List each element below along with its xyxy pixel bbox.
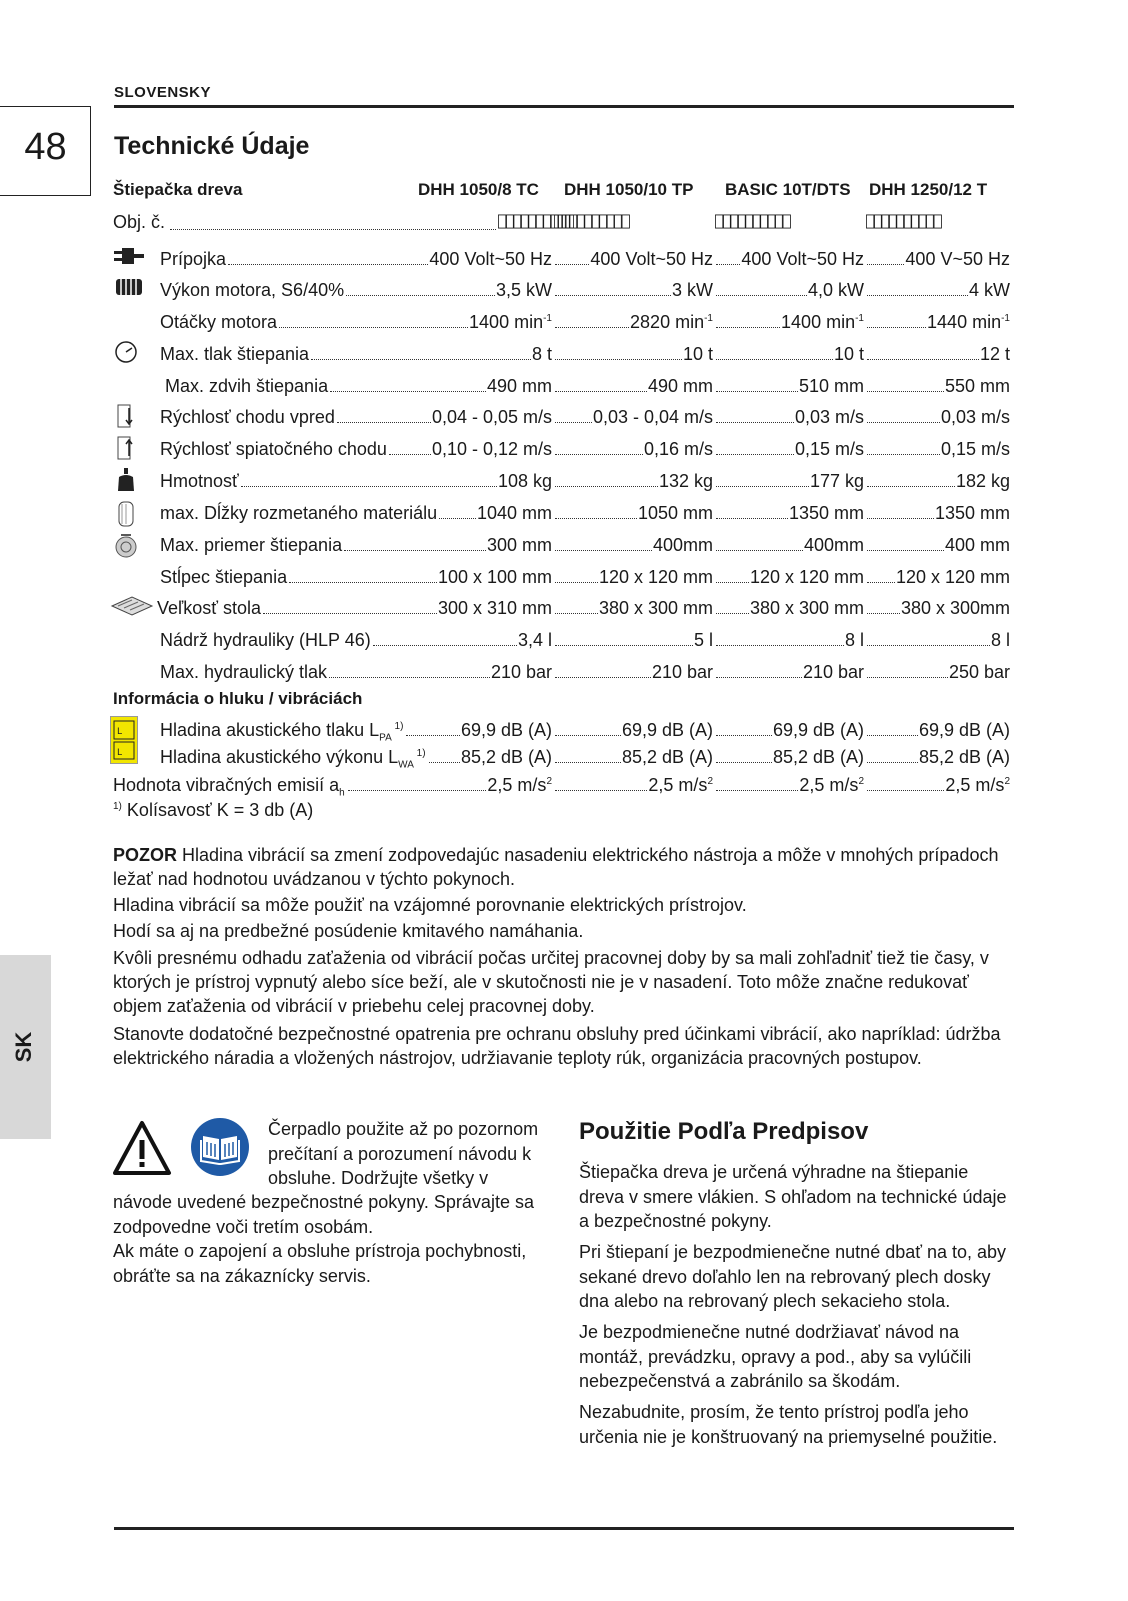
spec-row — [0, 276, 1128, 304]
intended-use-paragraph-4: Nezabudnite, prosím, že tento prístroj podľa jeho určenia nie je konštruovaný na priemyselné použitie. — [579, 1402, 998, 1447]
spec-value: 10 t — [833, 344, 864, 364]
spec-value-cell — [278, 308, 552, 336]
spec-value-cell — [554, 403, 713, 431]
spec-value-cell — [554, 372, 713, 400]
noise-value: 69,9 dB (A) — [772, 720, 864, 740]
intended-use-paragraph-3: Je bezpodmienečne nutné dodržiavať návod na montáž, prevádzku, opravy a pod., aby sa vylúčili nebezpečenstvá a zabránilo sa škodám. — [579, 1322, 972, 1391]
spec-value: 0,15 m/s — [940, 439, 1010, 459]
spec-value-cell — [866, 340, 1010, 368]
leader-dots — [716, 582, 749, 583]
noise-value-cell — [347, 771, 552, 799]
leader-dots — [555, 454, 643, 455]
model-col-3: BASIC 10T/DTS — [725, 180, 851, 199]
spec-value-cell — [715, 435, 864, 463]
footer-rule — [114, 1527, 1014, 1530]
spec-value-cell — [288, 563, 552, 591]
noise-row-label: Hladina akustického výkonu $L_{WA}$ $^{1)}$ — [160, 747, 426, 771]
noise-value: 69,9 dB (A) — [460, 720, 552, 740]
leader-dots — [716, 486, 809, 487]
spec-row-label: Rýchlosť chodu vpred — [160, 407, 335, 427]
spec-value: 8 t — [531, 344, 552, 364]
leader-dots — [716, 327, 780, 328]
leader-dots — [867, 486, 955, 487]
spec-value: 0,16 m/s — [643, 439, 713, 459]
leader-dots — [406, 735, 460, 736]
noise-value-cell — [866, 716, 1010, 744]
unit-superscript: -1 — [855, 313, 864, 324]
noise-value: 85,2 dB (A) — [772, 747, 864, 767]
spec-value: 1440 $\min^{-1}$ — [927, 312, 1010, 332]
leader-dots — [716, 735, 772, 736]
model-col-2: DHH 1050/10 TP — [564, 180, 694, 199]
order-number-value: ⎕⎕⎕⎕⎕⎕⎕⎕⎕⎕ — [554, 213, 629, 231]
leader-dots — [867, 645, 990, 646]
spec-value-cell — [715, 340, 864, 368]
unit-superscript: -1 — [1001, 313, 1010, 324]
noise-value: 85,2 dB (A) — [460, 747, 552, 767]
page-title: Technické Údaje — [114, 132, 310, 160]
spec-value: 3,4 l — [517, 630, 552, 650]
spec-value-cell — [715, 531, 864, 559]
intended-use-paragraph-2: Pri štiepaní je bezpodmienečne nutné dbať na to, aby sekané drevo doľahlo len na rebrovaný plech dosky dna alebo na rebrovaný plech sekacieho stola. — [579, 1242, 1007, 1311]
spec-header-row — [0, 176, 1128, 204]
leader-dots — [555, 735, 621, 736]
sound-power-row — [0, 743, 1128, 771]
language-side-tab-label: SK — [11, 1031, 36, 1063]
leader-dots — [867, 391, 944, 392]
leader-dots — [867, 677, 948, 678]
spec-value: 550 mm — [944, 376, 1010, 396]
leader-dots — [348, 790, 487, 791]
spec-value-cell — [554, 467, 713, 495]
leader-dots — [716, 790, 798, 791]
spec-value: 210 bar — [802, 662, 864, 682]
spec-value-cell — [866, 594, 1010, 622]
spec-row-label: Max. hydraulický tlak — [160, 662, 328, 682]
spec-row-label: Max. zdvih štiepania — [165, 376, 329, 396]
spec-value: 1400 $\min^{-1}$ — [469, 312, 552, 332]
leader-dots — [228, 264, 428, 265]
spec-value-cell — [372, 626, 552, 654]
leader-dots — [867, 762, 918, 763]
spec-value: 0,03 - 0,04 m/s — [592, 407, 713, 427]
spec-value-cell — [866, 308, 1010, 336]
leader-dots — [555, 264, 589, 265]
product-label: Štiepačka dreva — [113, 180, 243, 199]
vibration-paragraph-4: Kvôli presnému odhadu zaťaženia od vibrácií počas určitej pracovnej doby by sa mali zohľadniť tiež tie časy, v ktorých je prístroj vypnutý alebo síce beží, ale v skutočnosti nie je v nasadení. Toto môže značne redukovať objem zaťaženia od vibrácií v priebehu celej pracovnej doby. — [113, 948, 989, 1016]
leader-dots — [555, 486, 658, 487]
spec-value: 108 kg — [497, 471, 552, 491]
leader-dots — [867, 422, 940, 423]
spec-value: 4,0 kW — [807, 280, 864, 300]
noise-value: 69,9 dB (A) — [621, 720, 713, 740]
manual-intro-lines: Čerpadlo použite až po pozornom prečítaní a porozumení návodu k obsluhe. Dodržujte všetky v — [268, 1119, 539, 1188]
spec-value-cell — [328, 658, 552, 686]
leader-dots — [329, 677, 490, 678]
leader-dots — [337, 422, 431, 423]
leader-dots — [555, 518, 637, 519]
spec-value: 0,04 - 0,05 m/s — [431, 407, 552, 427]
leader-dots — [555, 422, 592, 423]
spec-row — [0, 594, 1128, 622]
manual-paragraph: návode uvedené bezpečnostné pokyny. Správajte sa zodpovedne voči tretím osobám. — [113, 1192, 534, 1237]
spec-value-cell — [554, 276, 713, 304]
leader-dots — [867, 295, 968, 296]
vibration-paragraph-3: Hodí sa aj na predbežné posúdenie kmitavého namáhania. — [113, 921, 584, 941]
spec-value-cell — [388, 435, 552, 463]
leader-dots — [716, 550, 803, 551]
leader-dots — [716, 677, 802, 678]
noise-value: 2,5 $m/s^2$ — [487, 775, 552, 795]
arrow-up-icon — [113, 435, 139, 459]
leader-dots — [555, 327, 629, 328]
spec-value: 120 x 120 mm — [598, 567, 713, 587]
spec-value-cell — [262, 594, 552, 622]
spec-value-cell — [715, 626, 864, 654]
model-col-4: DHH 1250/12 T — [869, 180, 988, 199]
spec-value-cell — [866, 658, 1010, 686]
spec-value-cell — [329, 372, 552, 400]
vibration-paragraph-5: Stanovte dodatočné bezpečnostné opatrenia pre ochranu obsluhy pred účinkami vibrácií, ako napríklad: údržba elektrického náradia a vložených nástrojov, udržiavanie teploty rúk, organizácia pracovných postupov. — [113, 1024, 1001, 1068]
spec-value: 400 Volt~50 Hz — [429, 249, 552, 269]
spec-value: 1350 mm — [934, 503, 1010, 523]
sound-pressure-row — [0, 716, 1128, 744]
leader-dots — [867, 550, 944, 551]
spec-row — [0, 467, 1128, 495]
leader-dots — [241, 486, 497, 487]
leader-dots — [555, 613, 598, 614]
spec-value-cell — [554, 340, 713, 368]
page-number: 48 — [24, 126, 67, 168]
leader-dots — [867, 327, 926, 328]
noise-value-cell — [554, 743, 713, 771]
spec-value: 0,15 m/s — [794, 439, 864, 459]
spec-value: 400 Volt~50 Hz — [741, 249, 864, 269]
leader-dots — [867, 518, 934, 519]
gauge-icon — [113, 340, 139, 364]
unit-superscript: -1 — [704, 313, 713, 324]
spec-value: 0,03 m/s — [794, 407, 864, 427]
noise-value-cell — [715, 771, 864, 799]
spec-value: 8 l — [844, 630, 864, 650]
leader-dots — [346, 295, 495, 296]
spec-row-label: Max. tlak štiepania — [160, 344, 310, 364]
spec-row-label: Prípojka — [160, 249, 227, 269]
spec-value-cell — [554, 308, 713, 336]
leader-dots — [716, 645, 844, 646]
leader-dots — [716, 422, 794, 423]
spec-value: 1050 mm — [637, 503, 713, 523]
leader-dots — [555, 790, 647, 791]
leader-dots — [555, 359, 682, 360]
noise-row-label: Hodnota vibračných emisií $a_h$ — [113, 775, 345, 799]
leader-dots — [555, 582, 598, 583]
spec-row-label: Max. priemer štiepania — [160, 535, 343, 555]
spec-value: 400mm — [652, 535, 713, 555]
leader-dots — [716, 359, 833, 360]
spec-value: 5 l — [693, 630, 713, 650]
spec-value: 1400 $\min^{-1}$ — [781, 312, 864, 332]
spec-value-cell — [866, 245, 1010, 273]
spec-row — [0, 658, 1128, 686]
leader-dots — [716, 518, 788, 519]
spec-value: 490 mm — [486, 376, 552, 396]
spec-value: 132 kg — [658, 471, 713, 491]
spec-value: 1040 mm — [476, 503, 552, 523]
leader-dots — [555, 762, 621, 763]
spec-value-cell — [715, 403, 864, 431]
spec-value: 2820 $\min^{-1}$ — [630, 312, 713, 332]
order-number-row — [0, 208, 1128, 236]
unit-superscript: -1 — [543, 313, 552, 324]
leader-dots — [344, 550, 486, 551]
noise-value-cell — [428, 743, 552, 771]
spec-value: 400 mm — [944, 535, 1010, 555]
warning-triangle-icon — [112, 1120, 172, 1176]
leader-dots — [311, 359, 531, 360]
leader-dots — [716, 264, 740, 265]
header-rule — [114, 105, 1014, 108]
spec-value: 182 kg — [955, 471, 1010, 491]
section-heading-intended-use: Použitie Podľa Predpisov — [579, 1118, 869, 1145]
spec-value: 300 mm — [486, 535, 552, 555]
spec-value: 0,10 - 0,12 m/s — [431, 439, 552, 459]
noise-value: 2,5 $m/s^2$ — [945, 775, 1010, 795]
spec-row — [0, 626, 1128, 654]
spec-row — [0, 403, 1128, 431]
spec-value: 12 t — [979, 344, 1010, 364]
leader-dots — [289, 582, 437, 583]
log-length-icon — [113, 499, 139, 523]
leader-dots — [867, 454, 940, 455]
order-number-value: ⎕⎕⎕⎕⎕⎕⎕⎕⎕⎕ — [866, 213, 941, 231]
spec-value-cell — [715, 499, 864, 527]
spec-value-cell — [554, 563, 713, 591]
spec-value-cell — [554, 626, 713, 654]
spec-value: 380 x 300 mm — [598, 598, 713, 618]
spec-row-label: Stĺpec štiepania — [160, 567, 288, 587]
spec-value: 380 x 300 mm — [749, 598, 864, 618]
order-number-value: ⎕⎕⎕⎕⎕⎕⎕⎕⎕⎕ — [498, 213, 573, 231]
spec-value-cell — [866, 276, 1010, 304]
spec-value-cell — [310, 340, 552, 368]
leader-dots — [555, 677, 651, 678]
leader-dots — [867, 790, 944, 791]
leader-dots — [429, 762, 460, 763]
spec-value: 1350 mm — [788, 503, 864, 523]
spec-value: 250 bar — [948, 662, 1010, 682]
order-number-value: ⎕⎕⎕⎕⎕⎕⎕⎕⎕⎕ — [715, 213, 790, 231]
noise-value: 2,5 $m/s^2$ — [648, 775, 713, 795]
leader-dots — [867, 613, 900, 614]
leader-dots — [373, 645, 517, 646]
leader-dots — [389, 454, 431, 455]
pozor-paragraph: POZOR Hladina vibrácií sa zmení zodpovedajúc nasadeniu elektrického nástroja a môže v mnohých prípadoch ležať nad hodnotou uvádzanou v týchto pokynoch. — [113, 845, 999, 889]
spec-row-label: Rýchlosť spiatočného chodu — [160, 439, 387, 459]
spec-row — [0, 531, 1128, 559]
spec-value: 3 kW — [671, 280, 713, 300]
svg-text:L: L — [117, 748, 123, 758]
noise-value-cell — [866, 743, 1010, 771]
spec-value: 490 mm — [647, 376, 713, 396]
leader-dots — [867, 359, 979, 360]
spec-value: 120 x 120 mm — [749, 567, 864, 587]
order-number-label: Obj. č. — [113, 212, 166, 232]
spec-value: 510 mm — [798, 376, 864, 396]
spec-value: 120 x 120 mm — [895, 567, 1010, 587]
spec-row-label: Nádrž hydrauliky (HLP 46) — [160, 630, 371, 650]
leader-dots — [555, 391, 647, 392]
spec-row — [0, 372, 1128, 400]
spec-value: 400 V~50 Hz — [905, 249, 1010, 269]
spec-value-cell — [240, 467, 552, 495]
spec-value: 8 l — [990, 630, 1010, 650]
spec-value-cell — [554, 435, 713, 463]
spec-row-label: Výkon motora, S6/40% — [160, 280, 345, 300]
spec-value: 380 x 300mm — [900, 598, 1010, 618]
spec-row-label: Veľkosť stola — [157, 598, 262, 618]
leader-dots — [330, 391, 486, 392]
spec-value: 0,03 m/s — [940, 407, 1010, 427]
noise-value-cell — [715, 743, 864, 771]
spec-value-cell — [554, 499, 713, 527]
spec-value-cell — [866, 626, 1010, 654]
leader-dots — [716, 613, 749, 614]
leader-dots — [867, 735, 918, 736]
spec-row — [0, 499, 1128, 527]
spec-value: 177 kg — [809, 471, 864, 491]
motor-icon — [113, 276, 139, 300]
leader-dots — [555, 645, 693, 646]
spec-value-cell — [715, 658, 864, 686]
noise-heading: Informácia o hluku / vibráciách — [113, 689, 363, 708]
noise-value-cell — [554, 716, 713, 744]
spec-value-cell — [715, 276, 864, 304]
spec-row — [0, 563, 1128, 591]
noise-footnote: $^{1)}$ Kolísavosť K = 3 db (A) — [113, 800, 314, 820]
weight-icon — [113, 467, 139, 491]
intended-use-paragraph-1: Štiepačka dreva je určená výhradne na štiepanie dreva v smere vlákien. S ohľadom na technické údaje a bezpečnostné pokyny. — [579, 1162, 1007, 1231]
read-manual-icon — [191, 1118, 249, 1176]
spec-value-cell — [438, 499, 552, 527]
table-icon — [110, 594, 136, 618]
noise-value: 69,9 dB (A) — [918, 720, 1010, 740]
noise-row-label: Hladina akustického tlaku $L_{PA}$ $^{1)}$ — [160, 720, 404, 744]
spec-value-cell — [554, 594, 713, 622]
log-diameter-icon — [113, 531, 139, 555]
spec-value-cell — [866, 372, 1010, 400]
spec-row — [0, 308, 1128, 336]
service-paragraph: Ak máte o zapojení a obsluhe prístroja pochybnosti, obráťte sa na zákaznícky servis. — [113, 1241, 527, 1286]
vibration-row — [0, 771, 1128, 799]
leader-dots — [716, 295, 807, 296]
spec-row — [0, 245, 1128, 273]
leader-dots — [555, 550, 652, 551]
spec-value: 400mm — [803, 535, 864, 555]
spec-value: 3,5 kW — [495, 280, 552, 300]
spec-value-cell — [866, 403, 1010, 431]
spec-value-cell — [345, 276, 552, 304]
noise-value-cell — [715, 716, 864, 744]
spec-value-cell — [343, 531, 552, 559]
spec-value: 210 bar — [490, 662, 552, 682]
leader-dots — [279, 327, 468, 328]
spec-value: 100 x 100 mm — [437, 567, 552, 587]
spec-value-cell — [866, 563, 1010, 591]
spec-value-cell — [715, 467, 864, 495]
spec-value: 300 x 310 mm — [437, 598, 552, 618]
noise-value: 2,5 $m/s^2$ — [799, 775, 864, 795]
spec-value-cell — [554, 531, 713, 559]
noise-value: 85,2 dB (A) — [621, 747, 713, 767]
spec-value-cell — [554, 658, 713, 686]
spec-value: 4 kW — [968, 280, 1010, 300]
spec-value-cell — [715, 245, 864, 273]
leader-dots — [716, 762, 772, 763]
spec-value-cell — [866, 467, 1010, 495]
arrow-down-icon — [113, 403, 139, 427]
vibration-paragraph-2: Hladina vibrácií sa môže použiť na vzájomné porovnanie elektrických prístrojov. — [113, 895, 747, 915]
spec-value-cell — [715, 594, 864, 622]
language-label: SLOVENSKY — [114, 84, 212, 101]
order-number-leader — [170, 228, 496, 230]
model-col-1: DHH 1050/8 TC — [418, 180, 539, 199]
noise-value-cell — [554, 771, 713, 799]
spec-value-cell — [336, 403, 552, 431]
spec-row-label: Otáčky motora — [160, 312, 278, 332]
noise-value: 85,2 dB (A) — [918, 747, 1010, 767]
leader-dots — [439, 518, 476, 519]
spec-value-cell — [715, 308, 864, 336]
leader-dots — [716, 391, 798, 392]
spec-value-cell — [715, 372, 864, 400]
noise-value-cell — [405, 716, 552, 744]
spec-value-cell — [715, 563, 864, 591]
spec-value-cell — [554, 245, 713, 273]
spec-value: 210 bar — [651, 662, 713, 682]
spec-row-label: max. Dĺžky rozmetaného materiálu — [160, 503, 438, 523]
spec-value: 10 t — [682, 344, 713, 364]
spec-row — [0, 435, 1128, 463]
spec-value-cell — [866, 531, 1010, 559]
leader-dots — [555, 295, 671, 296]
leader-dots — [263, 613, 437, 614]
svg-text:L: L — [117, 727, 123, 737]
leader-dots — [716, 454, 794, 455]
spec-value-cell — [866, 435, 1010, 463]
spec-value-cell — [866, 499, 1010, 527]
spec-value-cell — [227, 245, 552, 273]
spec-value: 400 Volt~50 Hz — [590, 249, 713, 269]
noise-value-cell — [866, 771, 1010, 799]
spec-row-label: Hmotnosť — [160, 471, 239, 491]
leader-dots — [867, 264, 904, 265]
leader-dots — [867, 582, 895, 583]
spec-row — [0, 340, 1128, 368]
plug-icon — [110, 245, 136, 269]
